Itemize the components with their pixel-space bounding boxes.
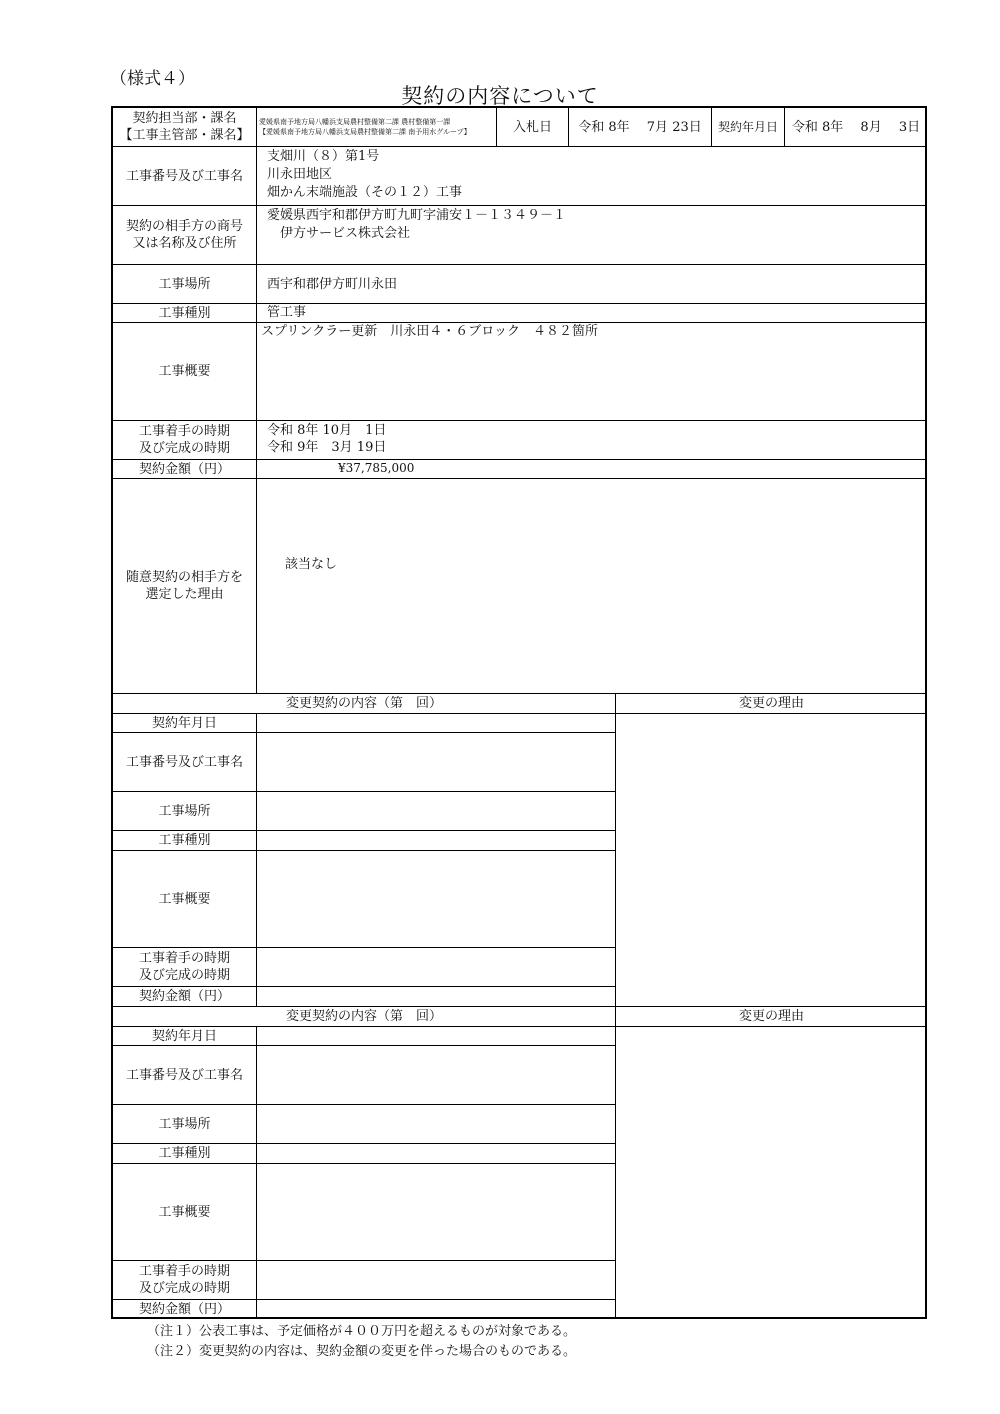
change1-summary-label: 工事概要 <box>158 891 211 907</box>
work-period-value: 令和 8年 10月 1日 令和 9年 3月 19日 <box>267 423 387 455</box>
dept-label: 契約担当部・課名 【工事主管部・課名】 <box>119 111 250 143</box>
work-number-value: 支畑川（８）第1号 川永田地区 畑かん末端施設（その１２）工事 <box>267 149 463 200</box>
contract-form-table <box>111 106 927 1319</box>
change1-date-label: 契約年月日 <box>151 715 217 731</box>
change2-reason-header: 変更の理由 <box>738 1009 804 1024</box>
change2-work-label: 工事番号及び工事名 <box>125 1067 243 1083</box>
work-place-label: 工事場所 <box>158 276 211 292</box>
dept-value-line1: 愛媛県南予地方局八幡浜支局農村整備第二課 農村整備第一課 <box>259 118 451 126</box>
change1-period-label: 工事着手の時期 及び完成の時期 <box>138 951 230 983</box>
work-type-value: 管工事 <box>267 305 307 320</box>
contract-date-value: 令和 8年 8月 3日 <box>791 119 921 135</box>
dept-value-line2: 【愛媛県南予地方局八幡浜支局農村整備第二課 南予用水グループ】 <box>259 128 471 136</box>
change2-date-label: 契約年月日 <box>151 1028 217 1044</box>
work-number-label: 工事番号及び工事名 <box>125 168 243 184</box>
document-title: 契約の内容について <box>401 84 599 108</box>
contract-amount-value: ¥37,785,000 <box>338 461 415 475</box>
footnote-2: （注２）変更契約の内容は、契約金額の変更を伴った場合のものである。 <box>147 1344 577 1359</box>
selection-reason-label: 随意契約の相手方を 選定した理由 <box>125 570 243 602</box>
contractor-value: 愛媛県西宇和郡伊方町九町字浦安１－１３４９－１ 伊方サービス株式会社 <box>267 208 567 241</box>
change1-header: 変更契約の内容（第 回） <box>285 696 442 711</box>
footnotes <box>147 1322 576 1362</box>
change1-amount-label: 契約金額（円） <box>138 989 230 1004</box>
bid-date-label: 入札日 <box>512 119 552 135</box>
change1-type-label: 工事種別 <box>158 833 211 848</box>
form-number-label: （様式４） <box>110 69 195 89</box>
change1-work-label: 工事番号及び工事名 <box>125 754 243 770</box>
work-place-value: 西宇和郡伊方町川永田 <box>267 276 398 292</box>
change2-period-label: 工事着手の時期 及び完成の時期 <box>138 1264 230 1296</box>
dept-value <box>257 108 496 146</box>
contract-amount-label: 契約金額（円） <box>138 461 230 477</box>
work-type-label: 工事種別 <box>158 305 211 321</box>
change1-place-label: 工事場所 <box>158 803 211 819</box>
change2-header: 変更契約の内容（第 回） <box>285 1009 442 1024</box>
contract-date-label: 契約年月日 <box>717 119 778 134</box>
bid-date-value: 令和 8年 7月 23日 <box>578 119 702 135</box>
contractor-label: 契約の相手方の商号 又は名称及び住所 <box>125 219 243 251</box>
work-period-label: 工事着手の時期 及び完成の時期 <box>138 424 230 456</box>
change2-amount-label: 契約金額（円） <box>138 1302 230 1317</box>
work-summary-label: 工事概要 <box>158 364 211 379</box>
change2-place-label: 工事場所 <box>158 1116 211 1132</box>
change1-reason-header: 変更の理由 <box>738 696 804 711</box>
change2-type-label: 工事種別 <box>158 1146 211 1161</box>
footnote-1: （注１）公表工事は、予定価格が４００万円を超えるものが対象である。 <box>147 1324 577 1339</box>
change2-summary-label: 工事概要 <box>158 1204 211 1220</box>
work-summary-value: スプリンクラー更新 川永田４・６ブロック ４８２箇所 <box>261 324 598 339</box>
selection-reason-value: 該当なし <box>285 557 338 572</box>
